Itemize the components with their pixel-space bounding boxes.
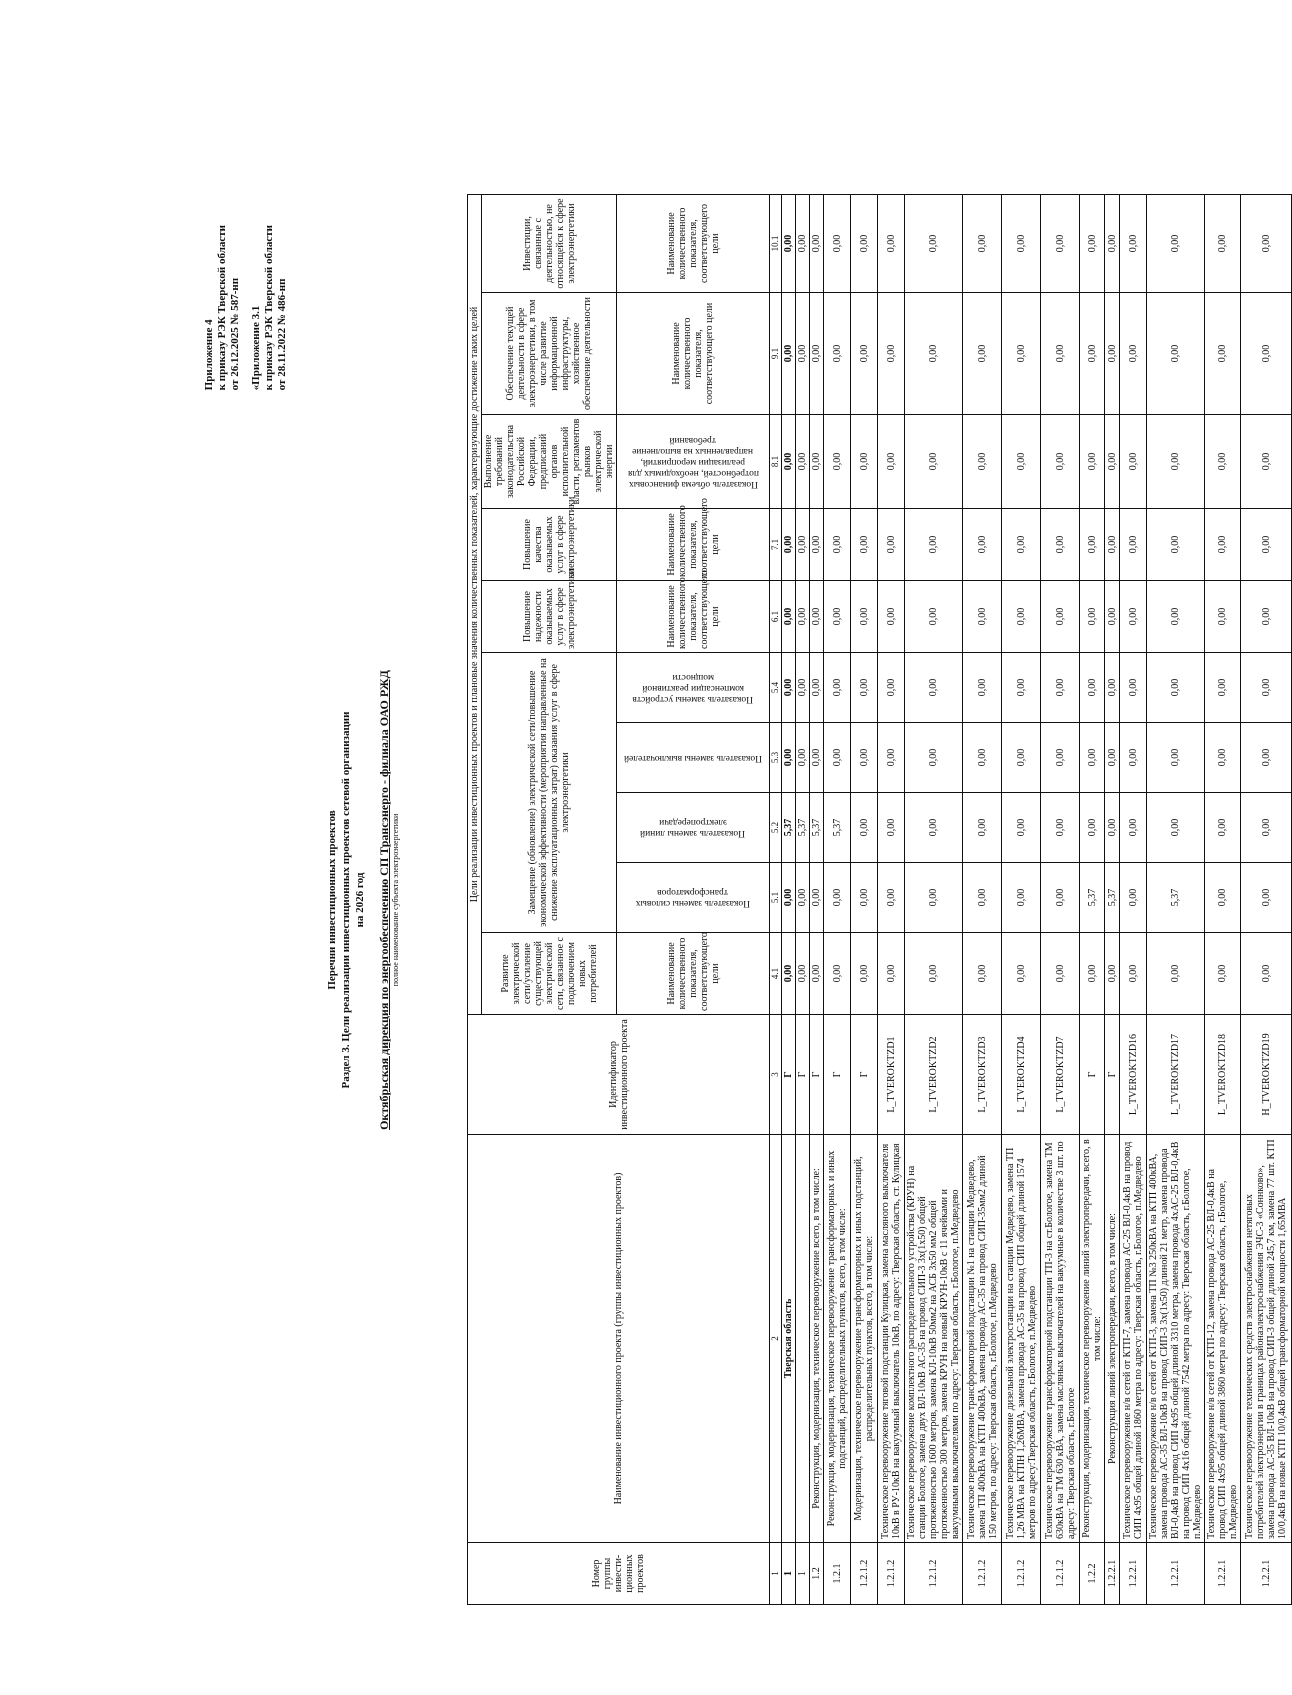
row-value: 0,00	[963, 723, 1002, 793]
subheader-5-1	[617, 863, 770, 933]
row-value: 0,00	[824, 933, 851, 1015]
row-value: 0,00	[963, 415, 1002, 509]
header-id: Идентификатор инвестиционного проекта	[468, 1015, 770, 1135]
row-project-name: Техническое перевооружение тяговой подстанции Кулицкая, замена масляного выключателя 10кВ в РУ-10кВ на вакуумный выключатель 10кВ, по адресу: Тверская область, ст. Кулицкая	[878, 1135, 905, 1543]
row-value: 0,00	[782, 509, 796, 581]
row-value: 0,00	[782, 933, 796, 1015]
index-cell: 10.1	[770, 194, 782, 292]
row-value: 0,00	[796, 933, 810, 1015]
subheader-6: Наименование количественного показателя, соответствующего цели	[617, 581, 770, 653]
index-cell: 9.1	[770, 293, 782, 415]
row-value: 0,00	[1080, 793, 1105, 863]
row-project-name: Реконструкция, модернизация, техническое перевооружение трансформаторных и иных подстанций, распределительных пунктов, всего, в том числе:	[824, 1135, 851, 1543]
table-row	[963, 194, 1002, 1604]
row-value: 5,37	[782, 793, 796, 863]
header-goal-8: Выполнение требований законодательства Российской Федерации, предписаний органов исполнительной власти, регламентов рынков электрической энергии	[482, 415, 617, 509]
row-value: 0,00	[1147, 933, 1205, 1015]
row-value: 0,00	[824, 653, 851, 723]
row-number: 1.2.2.1	[1241, 1543, 1292, 1605]
row-number: 1	[782, 1543, 796, 1605]
appendix-line: от 28.11.2022 № 486-нп	[276, 278, 288, 391]
row-value: 0,00	[1041, 509, 1080, 581]
row-project-id: Г	[796, 1015, 810, 1135]
row-value: 0,00	[1041, 581, 1080, 653]
row-number: 1.2.1.2	[851, 1543, 878, 1605]
rotated-page	[203, 195, 1288, 1605]
table-row	[1147, 194, 1205, 1604]
row-value: 0,00	[1041, 933, 1080, 1015]
subheader-7: Наименование количественного показателя, соответствующего цели	[617, 509, 770, 581]
row-value: 0,00	[851, 581, 878, 653]
row-value: 0,00	[1205, 293, 1241, 415]
subheader-9: Наименование количественного показателя, соответствующего цели	[617, 293, 770, 415]
row-project-name: Модернизация, техническое перевооружение трансформаторных и иных подстанций, распределительных пунктов, всего, в том числе:	[851, 1135, 878, 1543]
row-value: 0,00	[810, 653, 824, 723]
row-value: 0,00	[1120, 415, 1147, 509]
row-value: 0,00	[1241, 293, 1292, 415]
row-value: 0,00	[1205, 509, 1241, 581]
subheader-text: Показатель замены силовых трансформаторов	[635, 887, 751, 909]
title-block	[325, 195, 401, 1605]
row-value: 0,00	[1120, 793, 1147, 863]
row-value: 0,00	[1105, 415, 1120, 509]
row-project-name: Техническое перевооружение н/в сетей от КТП-3, замена ТП №3 250кВА на КТП 400кВА, замена провода АС-35 ВЛ-10кВ на провод СИП-3 3х(1х50) длиной 21 метр, замена провода ВЛ-0,4кВ на провод СИП 4х95 общей длиной 3310 метра, замена провода 4хАС-25 ВЛ-0,4кВ на провод СИП 4х16 общей длиной 7542 метра по адресу: Тверская область, г.Бологое, п.Медведево	[1147, 1135, 1205, 1543]
index-cell: 5.3	[770, 723, 782, 793]
row-value: 0,00	[1205, 723, 1241, 793]
row-value: 0,00	[905, 194, 963, 292]
subheader-8	[617, 415, 770, 509]
row-value: 0,00	[1105, 581, 1120, 653]
title-line: на 2026 год	[354, 872, 366, 928]
row-value: 0,00	[796, 581, 810, 653]
row-value: 0,00	[796, 194, 810, 292]
row-value: 0,00	[1080, 581, 1105, 653]
header-goal-6: Повышение надежности оказываемых услуг в сфере электроэнергетики	[482, 581, 617, 653]
row-value: 0,00	[1120, 653, 1147, 723]
row-number: 1.2.1.2	[963, 1543, 1002, 1605]
row-value: 0,00	[905, 509, 963, 581]
table-row	[1120, 194, 1147, 1604]
row-value: 0,00	[782, 723, 796, 793]
row-value: 0,00	[1241, 415, 1292, 509]
row-value: 0,00	[1147, 581, 1205, 653]
row-value: 0,00	[963, 863, 1002, 933]
row-value: 0,00	[810, 293, 824, 415]
row-value: 0,00	[1041, 293, 1080, 415]
row-value: 5,37	[810, 793, 824, 863]
index-cell: 4.1	[770, 933, 782, 1015]
header-num: Номер группы инвести-ционных проектов	[468, 1543, 770, 1605]
row-value: 0,00	[824, 415, 851, 509]
row-value: 0,00	[1041, 723, 1080, 793]
row-project-name: Техническое перевооружение комплектного распределительного устройства (КРУН) на станции Бологое, замена двух ВЛ-10кВ АС-35 на провод СИП-3 3х(1х50) общей протяженностью 1600 метров, замена КЛ-10кВ 50мм2 на АСБ 3х50 мм2 общей протяженностью 300 метров, замена КРУН на новый КРУН-10кВ с 11 ячейками и вакуумными выключателями по адресу: Тверская область, г.Бологое, п.Медведево	[905, 1135, 963, 1543]
document-header	[205, 195, 445, 1605]
row-value: 0,00	[1205, 863, 1241, 933]
row-number: 1.2.1.2	[1002, 1543, 1041, 1605]
row-value: 0,00	[1080, 415, 1105, 509]
row-value: 0,00	[810, 723, 824, 793]
table-row	[1105, 194, 1120, 1604]
row-value: 0,00	[782, 863, 796, 933]
row-value: 0,00	[1120, 723, 1147, 793]
row-value: 0,00	[905, 863, 963, 933]
appendix-line: «Приложение 3.1	[250, 305, 262, 391]
row-value: 0,00	[1147, 653, 1205, 723]
row-value: 0,00	[851, 793, 878, 863]
row-value: 0,00	[905, 933, 963, 1015]
row-value: 0,00	[905, 793, 963, 863]
row-value: 0,00	[1002, 653, 1041, 723]
row-value: 0,00	[963, 293, 1002, 415]
header-goals: Цели реализации инвестиционных проектов и плановые значения количественных показателей, характеризующие достижение таких целей	[468, 194, 482, 1014]
row-value: 0,00	[1241, 653, 1292, 723]
row-value: 0,00	[782, 194, 796, 292]
row-value: 0,00	[782, 653, 796, 723]
row-value: 0,00	[810, 415, 824, 509]
row-value: 0,00	[796, 509, 810, 581]
row-value: 0,00	[1080, 194, 1105, 292]
row-value: 0,00	[1080, 293, 1105, 415]
row-value: 0,00	[851, 863, 878, 933]
index-cell: 6.1	[770, 581, 782, 653]
row-value: 0,00	[878, 723, 905, 793]
table-row	[1041, 194, 1080, 1604]
table-row	[851, 194, 878, 1604]
index-cell: 1	[770, 1543, 782, 1605]
header-goal-10: Инвестиции, связанные с деятельностью, не относящейся к сфере электроэнергетики	[482, 194, 617, 292]
title-line: Перечни инвестиционных проектов	[326, 810, 338, 990]
subheader-5-2	[617, 793, 770, 863]
row-value: 0,00	[1105, 723, 1120, 793]
row-project-id: Г	[782, 1015, 796, 1135]
row-value: 0,00	[1120, 509, 1147, 581]
row-value: 0,00	[824, 509, 851, 581]
row-value: 0,00	[878, 793, 905, 863]
row-value: 0,00	[1041, 415, 1080, 509]
row-value: 0,00	[1147, 723, 1205, 793]
subheader-text: Показатель замены выключателей	[624, 753, 762, 763]
row-value: 0,00	[1241, 863, 1292, 933]
row-value: 0,00	[810, 581, 824, 653]
row-number: 1.2.1.2	[878, 1543, 905, 1605]
row-value: 0,00	[1080, 653, 1105, 723]
row-value: 0,00	[963, 509, 1002, 581]
row-value: 0,00	[905, 723, 963, 793]
row-value: 0,00	[905, 293, 963, 415]
header-goal-7: Повышение качества оказываемых услуг в сфере электроэнергетики	[482, 509, 617, 581]
index-cell: 7.1	[770, 509, 782, 581]
row-value: 0,00	[1105, 793, 1120, 863]
row-value: 0,00	[1205, 581, 1241, 653]
row-value: 0,00	[1002, 793, 1041, 863]
row-value: 0,00	[1120, 863, 1147, 933]
row-project-name: Реконструкция, модернизация, техническое перевооружение всего, в том числе:	[810, 1135, 824, 1543]
row-number: 1.2.2	[1080, 1543, 1105, 1605]
row-value: 0,00	[878, 581, 905, 653]
row-project-name	[796, 1135, 810, 1543]
goals-table	[467, 194, 1292, 1605]
row-value: 0,00	[963, 581, 1002, 653]
row-value: 0,00	[851, 293, 878, 415]
row-value: 0,00	[782, 415, 796, 509]
row-value: 0,00	[1105, 194, 1120, 292]
row-value: 0,00	[824, 863, 851, 933]
index-cell: 2	[770, 1135, 782, 1543]
row-value: 0,00	[851, 509, 878, 581]
row-value: 0,00	[1105, 293, 1120, 415]
row-value: 0,00	[1041, 863, 1080, 933]
table-row	[824, 194, 851, 1604]
row-project-id: L_TVEROKTZD1	[878, 1015, 905, 1135]
row-value: 0,00	[1105, 509, 1120, 581]
title-line: Раздел 3. Цели реализации инвестиционных проектов сетевой организации	[340, 711, 352, 1089]
table-row	[878, 194, 905, 1604]
row-value: 0,00	[796, 415, 810, 509]
row-value: 0,00	[1041, 793, 1080, 863]
row-value: 0,00	[824, 293, 851, 415]
row-project-name: Техническое перевооружение н/в сетей от КТП-12, замена провода АС-25 ВЛ-0,4кВ на провод СИП 4х95 общей длиной 3860 метра по адресу: Тверская область, г.Бологое, п.Медведево	[1205, 1135, 1241, 1543]
row-value: 0,00	[824, 581, 851, 653]
row-value: 0,00	[1205, 933, 1241, 1015]
appendix-line: Приложение 4	[203, 319, 215, 391]
row-value: 0,00	[1002, 933, 1041, 1015]
row-value: 0,00	[1002, 863, 1041, 933]
row-value: 0,00	[878, 863, 905, 933]
row-value: 0,00	[963, 933, 1002, 1015]
row-value: 0,00	[1241, 194, 1292, 292]
row-value: 0,00	[1147, 509, 1205, 581]
subheader-text: Показатель замены устройств компенсации реактивной мощности	[632, 672, 754, 704]
row-project-id: Г	[1105, 1015, 1120, 1135]
index-cell: 3	[770, 1015, 782, 1135]
subheader-text: Показатель объема финансовых потребностей, необходимых для реализации мероприятий, направленных на выполнение требований	[627, 435, 759, 489]
row-value: 5,37	[796, 793, 810, 863]
header-goal-4: Развитие электрической сети/усиление существующей электрической сети, связанное с подключением новых потребителей	[482, 933, 617, 1015]
row-value: 0,00	[1002, 509, 1041, 581]
row-number: 1.2.2.1	[1147, 1543, 1205, 1605]
appendix-line: к приказу РЭК Тверской области	[216, 225, 228, 391]
row-value: 0,00	[1120, 581, 1147, 653]
subheader-5-3	[617, 723, 770, 793]
row-value: 0,00	[1120, 194, 1147, 292]
row-value: 0,00	[963, 194, 1002, 292]
index-cell: 5.1	[770, 863, 782, 933]
row-number: 1	[796, 1543, 810, 1605]
subheader-5-4	[617, 653, 770, 723]
row-value: 0,00	[1241, 581, 1292, 653]
row-value: 0,00	[810, 863, 824, 933]
row-project-id: L_TVEROKTZD3	[963, 1015, 1002, 1135]
table-row	[1080, 194, 1105, 1604]
row-project-name: Техническое перевооружение трансформаторной подстанции №1 на станции Медведево, замена ТП 400кВА на КТП 400кВА, замена провода АС-35 на провод СИП-35мм2 длиной 150 метров, по адресу: Тверская область, г.Бологое, п.Медведево	[963, 1135, 1002, 1543]
header-goal-9: Обеспечение текущей деятельности в сфере электроэнергетики, в том числе развитие информационной инфраструктуры, хозяйственное обеспечение деятельности	[482, 293, 617, 415]
row-value: 0,00	[810, 509, 824, 581]
row-value: 0,00	[1002, 723, 1041, 793]
row-number: 1.2.1.2	[905, 1543, 963, 1605]
row-value: 0,00	[1147, 194, 1205, 292]
table-row	[1205, 194, 1241, 1604]
row-value: 5,37	[824, 793, 851, 863]
row-value: 0,00	[905, 415, 963, 509]
row-project-id: H_TVEROKTZD19	[1241, 1015, 1292, 1135]
table-row	[1241, 194, 1292, 1604]
row-value: 0,00	[1205, 793, 1241, 863]
row-value: 0,00	[963, 653, 1002, 723]
subheader-10: Наименование количественного показателя, соответствующего цели	[617, 194, 770, 292]
row-value: 0,00	[1002, 415, 1041, 509]
header-goal-5: Замещение (обновление) электрической сети/повышение экономической эффективности (мероприятия направленные на снижение эксплуатационных затрат) оказания услуг в сфере электроэнергетики	[482, 653, 617, 933]
index-cell: 5.4	[770, 653, 782, 723]
row-value: 0,00	[1241, 793, 1292, 863]
row-number: 1.2.2.1	[1205, 1543, 1241, 1605]
table-row	[1002, 194, 1041, 1604]
row-project-id: L_TVEROKTZD2	[905, 1015, 963, 1135]
organization-caption: полное наименование субъекта электроэнергетики	[391, 813, 400, 987]
row-value: 5,37	[1105, 863, 1120, 933]
index-cell: 5.2	[770, 793, 782, 863]
row-value: 0,00	[1241, 723, 1292, 793]
table-row	[782, 194, 796, 1604]
row-value: 0,00	[1120, 293, 1147, 415]
row-value: 0,00	[878, 415, 905, 509]
row-value: 0,00	[1041, 653, 1080, 723]
row-value: 0,00	[1002, 194, 1041, 292]
row-value: 0,00	[1080, 509, 1105, 581]
row-number: 1.2.2.1	[1120, 1543, 1147, 1605]
header-name: Наименование инвестиционного проекта (группы инвестиционных проектов)	[468, 1135, 770, 1543]
row-value: 0,00	[1002, 293, 1041, 415]
row-value: 0,00	[1105, 653, 1120, 723]
row-project-name: Техническое перевооружение дизельной электростанции на станции Медведево, замена ТП 1,26 МВА на КТПН 1,26МВА, замена провода АС-35 на провод СИП общей длиной 1574 метров по адресу:Тверская область, г.Бологое, п.Медведево	[1002, 1135, 1041, 1543]
row-value: 0,00	[1147, 415, 1205, 509]
index-cell: 8.1	[770, 415, 782, 509]
row-project-id: L_TVEROKTZD4	[1002, 1015, 1041, 1135]
row-value: 0,00	[824, 723, 851, 793]
row-value: 0,00	[782, 293, 796, 415]
row-value: 0,00	[878, 293, 905, 415]
row-value: 0,00	[878, 653, 905, 723]
row-project-id: L_TVEROKTZD16	[1120, 1015, 1147, 1135]
row-project-id: Г	[851, 1015, 878, 1135]
row-value: 0,00	[1105, 933, 1120, 1015]
row-project-id: L_TVEROKTZD17	[1147, 1015, 1205, 1135]
row-value: 0,00	[851, 723, 878, 793]
row-value: 0,00	[851, 194, 878, 292]
row-value: 0,00	[1080, 933, 1105, 1015]
row-value: 0,00	[796, 863, 810, 933]
row-project-id: L_TVEROKTZD7	[1041, 1015, 1080, 1135]
table-row	[810, 194, 824, 1604]
row-value: 0,00	[1080, 723, 1105, 793]
row-value: 0,00	[1147, 793, 1205, 863]
row-value: 0,00	[963, 793, 1002, 863]
row-value: 0,00	[1147, 293, 1205, 415]
row-value: 0,00	[1205, 653, 1241, 723]
subheader-text: Показатель замены линий электропередачи	[640, 817, 746, 839]
subheader-4: Наименование количественного показателя, соответствующего цели	[617, 933, 770, 1015]
row-value: 0,00	[878, 509, 905, 581]
row-number: 1.2.1.2	[1041, 1543, 1080, 1605]
appendix-block	[203, 225, 289, 390]
row-value: 5,37	[1080, 863, 1105, 933]
row-value: 0,00	[878, 194, 905, 292]
row-project-id: Г	[824, 1015, 851, 1135]
row-value: 0,00	[905, 653, 963, 723]
row-value: 0,00	[810, 933, 824, 1015]
row-project-id: Г	[1080, 1015, 1105, 1135]
table-row	[905, 194, 963, 1604]
row-project-id: Г	[810, 1015, 824, 1135]
row-value: 5,37	[1147, 863, 1205, 933]
row-value: 0,00	[851, 415, 878, 509]
row-value: 0,00	[824, 194, 851, 292]
row-number: 1.2.1	[824, 1543, 851, 1605]
row-value: 0,00	[810, 194, 824, 292]
row-value: 0,00	[782, 581, 796, 653]
row-value: 0,00	[796, 653, 810, 723]
column-index-row	[770, 194, 782, 1604]
row-number: 1.2	[810, 1543, 824, 1605]
row-value: 0,00	[1205, 415, 1241, 509]
row-project-id: L_TVEROKTZD18	[1205, 1015, 1241, 1135]
row-project-name: Техническое перевооружение трансформаторной подстанции ТП-3 на ст.Бологое, замена ТМ 630кВА на ТМ 630 кВА, замена масляных выключателей на вакуумные в количестве 3 шт. по адресу: Тверская область, г.Бологое	[1041, 1135, 1080, 1543]
row-value: 0,00	[1205, 194, 1241, 292]
row-value: 0,00	[1002, 581, 1041, 653]
row-project-name: Реконструкция, модернизация, техническое перевооружение линий электропередачи, всего, в том числе:	[1080, 1135, 1105, 1543]
appendix-line: от 26.12.2025 № 587-нп	[229, 277, 241, 391]
row-value: 0,00	[1241, 933, 1292, 1015]
row-value: 0,00	[1120, 933, 1147, 1015]
organization-name: Октябрьская дирекция по энергообеспечению СП Трансэнерго - филиала ОАО РЖД	[377, 670, 391, 1130]
row-number: 1.2.2.1	[1105, 1543, 1120, 1605]
row-value: 0,00	[796, 723, 810, 793]
row-value: 0,00	[851, 653, 878, 723]
row-value: 0,00	[796, 293, 810, 415]
row-project-name: Техническое перевооружение н/в сетей от КТП-7, замена провода АС-25 ВЛ-0,4кВ на провод СИП 4х95 общей длиной 1860 метра по адресу: Тверская область, г.Бологое, п.Медведево	[1120, 1135, 1147, 1543]
appendix-line: к приказу РЭК Тверской области	[263, 225, 275, 391]
row-value: 0,00	[1241, 509, 1292, 581]
row-project-name: Техническое перевооружение технических средств электроснабжения нетяговых потребителей электроэнергии в границах районаэлектроснабжения ЭЧС-3 «Соннково», замена провода АС-35 ВЛ-10кВ на провод СИП-3 общей длиной 245,7 км, замена 77 шт. КТП 10/0,4кВ на новые КТП 10/0,4кВ общей трансформаторной мощности 1,65МВА	[1241, 1135, 1292, 1543]
table-row	[796, 194, 810, 1604]
row-value: 0,00	[851, 933, 878, 1015]
table-body	[770, 194, 1292, 1604]
row-project-name: Реконструкция линий электропередачи, всего, в том числе:	[1105, 1135, 1120, 1543]
row-value: 0,00	[905, 581, 963, 653]
row-value: 0,00	[1041, 194, 1080, 292]
row-project-name: Тверская область	[782, 1135, 796, 1543]
row-value: 0,00	[878, 933, 905, 1015]
